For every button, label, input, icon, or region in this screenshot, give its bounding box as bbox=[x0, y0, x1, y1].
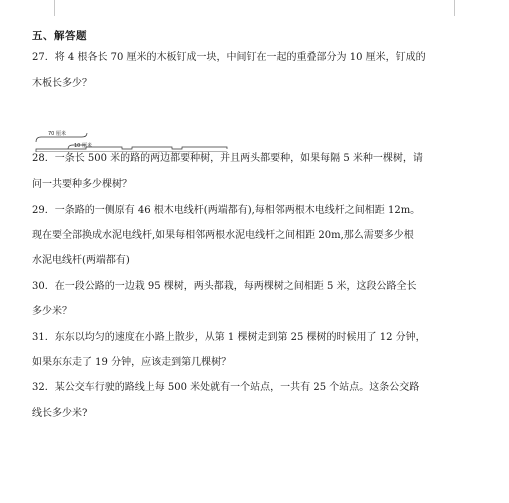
corner-mark-right bbox=[454, 0, 455, 16]
q30-line-2: 多少米？ bbox=[32, 306, 72, 317]
q27-line-1: 27．将 4 根各长 70 厘米的木板钉成一块，中间钉在一起的重叠部分为 10 厘米，钉成的 bbox=[32, 52, 426, 63]
board-diagram-svg bbox=[32, 122, 232, 152]
q31-line-2: 如果东东走了 19 分钟，应该走到第几棵树？ bbox=[32, 357, 232, 368]
q32-line-2: 线长多少米? bbox=[32, 408, 88, 419]
section-title: 五、解答题 bbox=[32, 30, 87, 42]
corner-mark-left bbox=[54, 0, 55, 16]
diagram-label-10cm: 10 厘米 bbox=[74, 143, 92, 149]
q31-line-1: 31．东东以均匀的速度在小路上散步，从第 1 棵树走到第 25 棵树的时候用了 12 分钟， bbox=[32, 332, 426, 343]
q30-line-1: 30．在一段公路的一边栽 95 棵树，两头都栽，每两棵树之间相距 5 米，这段公路全长 bbox=[32, 281, 417, 292]
q29-line-2: 现在要全部换成水泥电线杆,如果每相邻两根水泥电线杆之间相距 20m,那么需要多少根 bbox=[32, 230, 414, 241]
diagram-label-70cm: 70 厘米 bbox=[48, 131, 66, 137]
q29-line-1: 29．一条路的一侧原有 46 根木电线杆(两端都有),每相邻两根木电线杆之间相距 12m。 bbox=[32, 205, 421, 216]
q32-line-1: 32．某公交车行驶的路线上每 500 米处就有一个站点，一共有 25 个站点。这条公交路 bbox=[32, 382, 420, 393]
q28-line-2: 问一共要种多少棵树？ bbox=[32, 179, 132, 190]
q28-line-1: 28．一条长 500 米的路的两边都要种树，并且两头都要种，如果每隔 5 米种一棵树，请 bbox=[32, 153, 423, 164]
q29-line-3: 水泥电线杆(两端都有) bbox=[32, 255, 130, 266]
board-diagram bbox=[32, 122, 232, 152]
q27-line-2: 木板长多少？ bbox=[32, 78, 92, 89]
